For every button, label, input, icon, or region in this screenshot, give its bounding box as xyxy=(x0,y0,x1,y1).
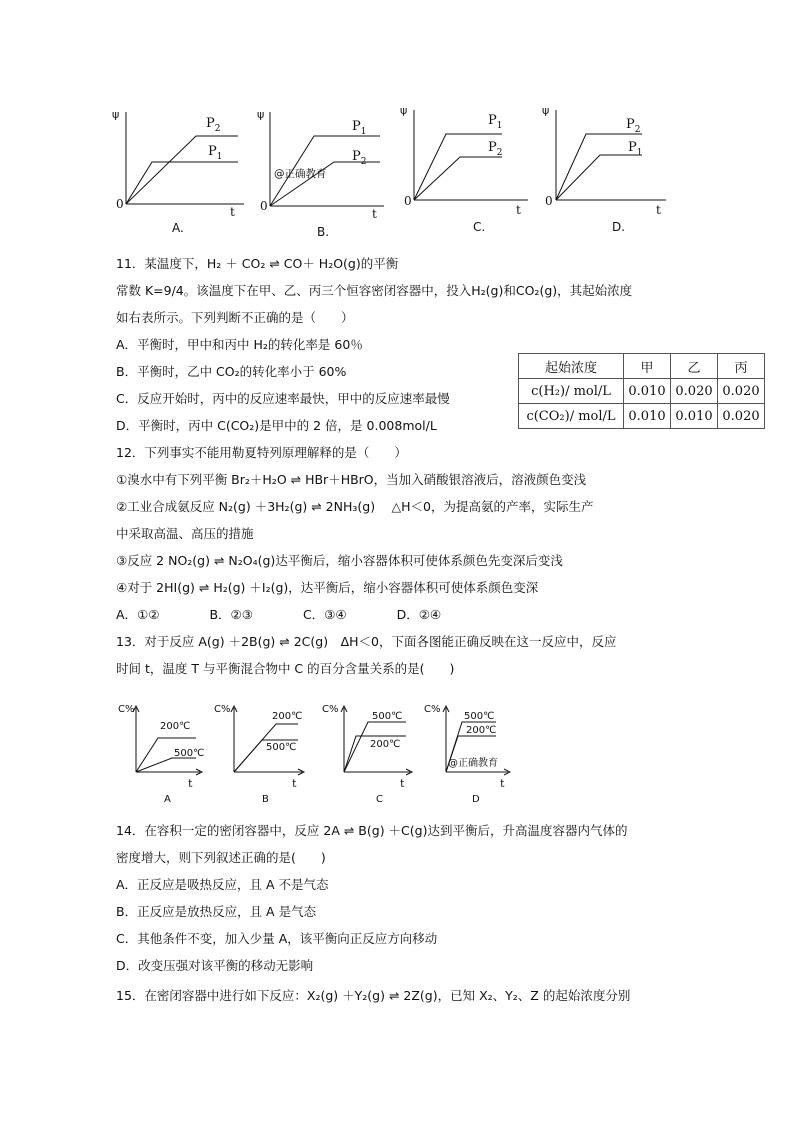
y-axis-label: C% xyxy=(214,704,231,715)
q14-option-b: B．正反应是放热反应，且 A 是气态 xyxy=(116,904,317,919)
curve-label-lower: $P_1$ xyxy=(628,140,643,158)
y-axis-label: C% xyxy=(118,704,135,715)
y-axis-label: ψ xyxy=(257,108,265,121)
curve-label-lower: $P_2$ xyxy=(352,149,367,167)
cgraph-panel-c xyxy=(322,704,412,805)
q12-item-4: ④对于 2HI(g) ⇌ H₂(g) ＋I₂(g)，达平衡后，缩小容器体积可使体系颜色变深 xyxy=(116,580,539,595)
cgraph-panel-d xyxy=(424,704,510,805)
cgraph-panel-b xyxy=(214,704,304,805)
y-axis-label: ψ xyxy=(400,104,408,117)
q11-option-d: D．平衡时，丙中 C(CO₂)是甲中的 2 倍，是 0.008mol/L xyxy=(116,418,437,433)
q13-line-2: 时间 t，温度 T 与平衡混合物中 C 的百分含量关系的是( ) xyxy=(116,661,455,676)
curve-label-upper: $P_2$ xyxy=(206,116,221,134)
table-cell: 0.010 xyxy=(624,404,671,429)
q12-item-2: ②工业合成氨反应 N₂(g) ＋3H₂(g) ⇌ 2NH₃(g) △H＜0，为提高氨的产率，实际生产 xyxy=(116,499,594,514)
curve-label-upper: 200℃ xyxy=(160,721,191,732)
curve-label-upper: 500℃ xyxy=(372,711,403,722)
q14-line-2: 密度增大，则下列叙述正确的是( ) xyxy=(116,850,326,865)
q14-option-c: C．其他条件不变，加入少量 A，该平衡向正反应方向移动 xyxy=(116,931,438,946)
curve-label-lower: $P_2$ xyxy=(488,140,503,158)
table-cell: c(H₂)/ mol/L xyxy=(519,379,624,404)
table-header: 甲 xyxy=(624,354,671,379)
q11-option-c: C．反应开始时，丙中的反应速率最快，甲中的反应速率最慢 xyxy=(116,391,450,406)
x-axis-label: t xyxy=(656,203,661,217)
watermark: @正确教育 xyxy=(274,168,327,180)
y-axis-label: C% xyxy=(424,704,441,715)
curve-label-lower: 500℃ xyxy=(174,748,205,759)
origin-label: 0 xyxy=(116,197,124,211)
y-axis-label: ψ xyxy=(542,104,550,117)
curve-label-lower: 200℃ xyxy=(466,725,497,736)
q12-item-2-cont: 中采取高温、高压的措施 xyxy=(116,526,254,541)
curve-label-lower: $P_1$ xyxy=(208,144,223,162)
panel-label: C xyxy=(376,794,383,805)
q12-item-1: ①溴水中有下列平衡 Br₂＋H₂O ⇌ HBr＋HBrO，当加入硝酸银溶液后，溶液颜色变浅 xyxy=(116,472,587,487)
q15-line-1: 15．在密闭容器中进行如下反应：X₂(g) ＋Y₂(g) ⇌ 2Z(g)，已知 X₂、Y₂、Z 的起始浓度分别 xyxy=(116,988,631,1003)
table-cell: c(CO₂)/ mol/L xyxy=(519,404,624,429)
table-header: 乙 xyxy=(671,354,718,379)
curve-label-lower: 200℃ xyxy=(370,739,401,750)
x-axis-label: t xyxy=(500,777,505,790)
panel-label: A xyxy=(164,794,171,805)
x-axis-label: t xyxy=(516,203,521,217)
q11-line-3: 如右表所示。下列判断不正确的是（ ） xyxy=(116,310,354,325)
x-axis-label: t xyxy=(188,777,193,790)
origin-label: 0 xyxy=(545,194,553,208)
q11-option-a: A．平衡时，甲中和丙中 H₂的转化率是 60％ xyxy=(116,337,363,352)
q11-line-1: 11．某温度下，H₂ ＋ CO₂ ⇌ CO＋ H₂O(g)的平衡 xyxy=(116,256,399,271)
curve-label-lower: 500℃ xyxy=(266,742,297,753)
q12-item-3: ③反应 2 NO₂(g) ⇌ N₂O₄(g)达平衡后，缩小容器体积可使体系颜色先变深后变浅 xyxy=(116,553,563,568)
x-axis-label: t xyxy=(372,207,377,221)
q12-stem: 12．下列事实不能用勒夏特列原理解释的是（ ） xyxy=(116,445,407,460)
curve-lower xyxy=(136,758,196,772)
q13-line-1: 13．对于反应 A(g) ＋2B(g) ⇌ 2C(g) ΔH＜0，下面各图能正确反映在这一反应中，反应 xyxy=(116,634,617,649)
curve-label-upper: 200℃ xyxy=(272,711,303,722)
panel-label: C. xyxy=(473,220,486,234)
panel-label: D. xyxy=(612,220,626,234)
x-axis-label: t xyxy=(230,205,235,219)
cgraph-panel-a xyxy=(118,704,204,805)
q11-line-2: 常数 K=9/4。该温度下在甲、乙、丙三个恒容密闭容器中，投入H₂(g)和CO₂(g)，其起始浓度 xyxy=(116,283,633,298)
curve-label-upper: $P_2$ xyxy=(626,117,641,135)
q12-options: A．①② B．②③ C．③④ D．②④ xyxy=(116,607,442,622)
table-cell: 0.020 xyxy=(718,379,765,404)
y-axis-label: C% xyxy=(322,704,339,715)
y-axis-label: ψ xyxy=(112,108,120,121)
panel-label: B. xyxy=(317,225,330,239)
origin-label: 0 xyxy=(260,199,268,213)
panel-label: A. xyxy=(172,221,184,235)
table-header: 丙 xyxy=(718,354,765,379)
table-cell: 0.020 xyxy=(671,379,718,404)
table-cell: 0.020 xyxy=(718,404,765,429)
panel-label: D xyxy=(472,794,480,805)
table-cell: 0.010 xyxy=(671,404,718,429)
x-axis-label: t xyxy=(292,777,297,790)
x-axis-label: t xyxy=(400,777,405,790)
q14-option-d: D．改变压强对该平衡的移动无影响 xyxy=(116,958,314,973)
curve-label-upper: $P_1$ xyxy=(352,119,367,137)
panel-label: B xyxy=(262,794,269,805)
table-cell: 0.010 xyxy=(624,379,671,404)
watermark: @正确教育 xyxy=(448,758,498,769)
origin-label: 0 xyxy=(404,194,412,208)
q14-line-1: 14．在容积一定的密闭容器中，反应 2A ⇌ B(g) ＋C(g)达到平衡后，升高温度容器内气体的 xyxy=(116,823,628,838)
q14-option-a: A．正反应是吸热反应，且 A 不是气态 xyxy=(116,877,329,892)
table-header: 起始浓度 xyxy=(519,354,624,379)
curve-label-upper: $P_1$ xyxy=(488,113,503,131)
q11-option-b: B．平衡时，乙中 CO₂的转化率小于 60% xyxy=(116,364,347,379)
curve-label-upper: 500℃ xyxy=(464,711,495,722)
